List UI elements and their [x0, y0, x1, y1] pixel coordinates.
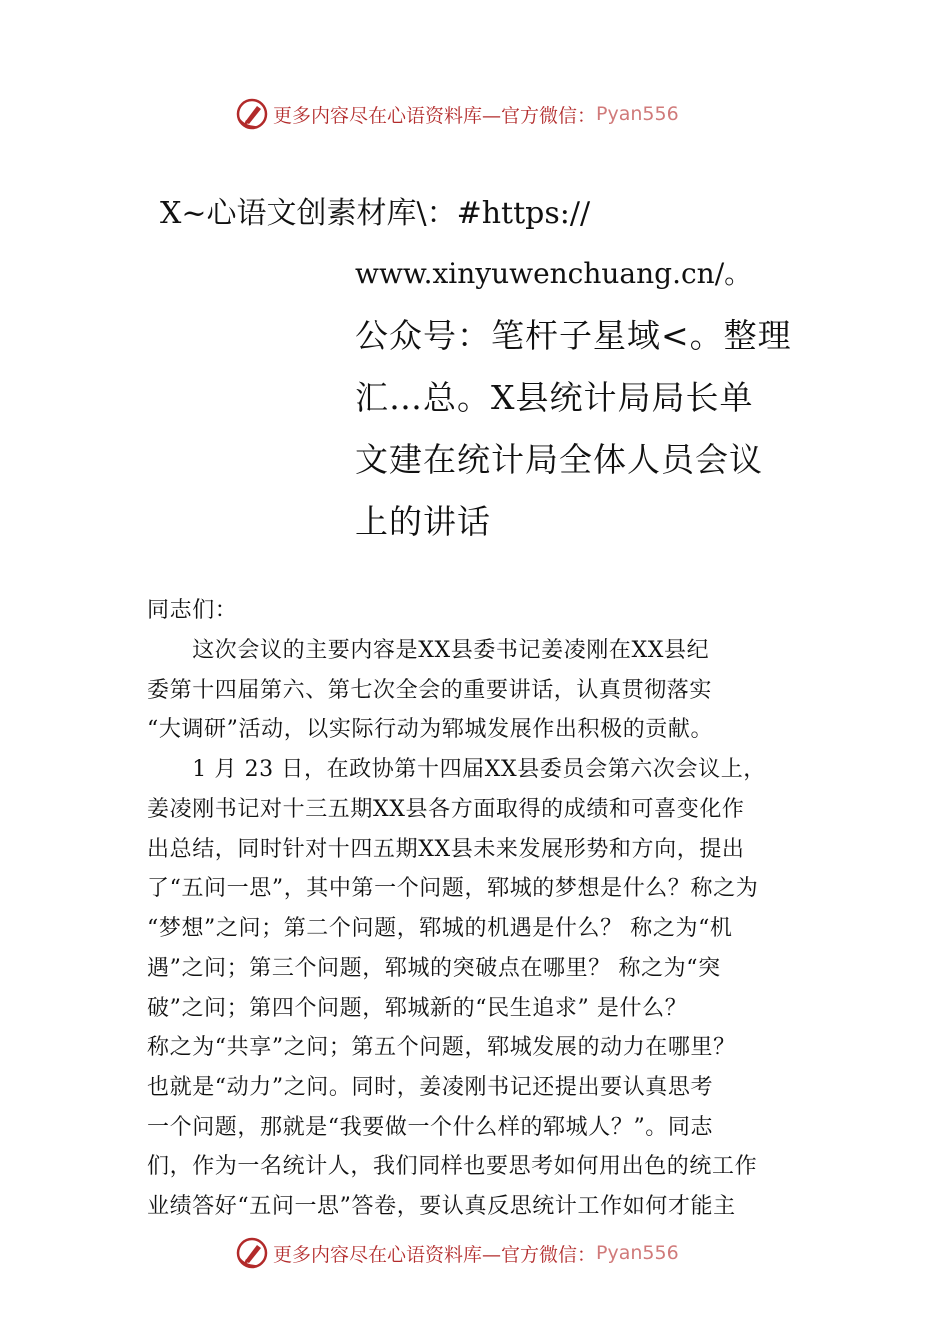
- body-line: 1 月 23 日，在政协第十四届XX县委员会第六次会议上，: [147, 757, 766, 782]
- banner-text: 更多内容尽在心语资料库—官方微信：: [273, 1243, 597, 1266]
- banner-wechat-id: Pyan556: [596, 1242, 679, 1264]
- pen-logo-icon: [235, 97, 269, 131]
- body-line: 一个问题，那就是“我要做一个什么样的郓城人？”。同志: [147, 1115, 714, 1140]
- banner-text: 更多内容尽在心语资料库—官方微信：: [273, 104, 597, 127]
- body-line: 委第十四届第六、第七次全会的重要讲话，认真贯彻落实: [147, 678, 713, 703]
- body-line: 们，作为一名统计人，我们同样也要思考如何用出色的统工作: [147, 1154, 758, 1179]
- title-line-5: 文建在统计局全体人员会议: [355, 440, 763, 479]
- body-line: 这次会议的主要内容是XX县委书记姜凌刚在XX县纪: [147, 638, 710, 663]
- salutation: 同志们：: [147, 598, 238, 623]
- pen-logo-icon: [235, 1236, 269, 1270]
- body-line: “大调研”活动，以实际行动为郓城发展作出积极的贡献。: [147, 717, 714, 742]
- body-line: 出总结，同时针对十四五期XX县未来发展形势和方向，提出: [147, 837, 745, 862]
- body-line: 也就是“动力”之问。同时，姜凌刚书记还提出要认真思考: [147, 1075, 714, 1100]
- title-line-4: 汇…总。X县统计局局长单: [355, 378, 754, 417]
- body-line: “梦想”之问；第二个问题，郓城的机遇是什么？ 称之为“机: [147, 916, 733, 941]
- body-line: 姜凌刚书记对十三五期XX县各方面取得的成绩和可喜变化作: [147, 797, 745, 822]
- title-line-2: www.xinyuwenchuang.cn/。: [355, 257, 753, 290]
- body-line: 遇”之问；第三个问题，郓城的突破点在哪里？ 称之为“突: [147, 956, 721, 981]
- header-banner: [235, 95, 679, 133]
- banner-wechat-id: Pyan556: [596, 103, 679, 125]
- footer-banner: [235, 1234, 679, 1272]
- body-line: 了“五问一思”，其中第一个问题，郓城的梦想是什么？称之为: [147, 876, 759, 901]
- title-line-6: 上的讲话: [355, 502, 491, 541]
- body-line: 破”之问；第四个问题，郓城新的“民生追求” 是什么？: [147, 996, 688, 1021]
- title-line-3: 公众号：笔杆子星域<。整理: [355, 316, 792, 355]
- body-line: 称之为“共享”之问；第五个问题，郓城发展的动力在哪里？: [147, 1035, 736, 1060]
- body-line: 业绩答好“五问一思”答卷，要认真反思统计工作如何才能主: [147, 1194, 736, 1219]
- title-line-1: X~心语文创素材库\：#https://: [160, 196, 591, 231]
